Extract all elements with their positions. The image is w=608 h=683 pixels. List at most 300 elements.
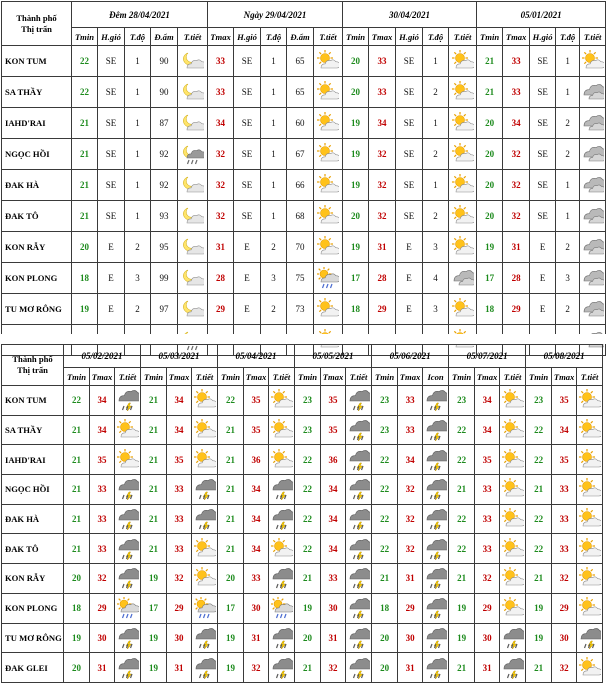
wind-level: 1: [261, 108, 287, 139]
tmax-value: 31: [503, 232, 530, 263]
wind-level: 1: [261, 201, 287, 232]
tmin-value: 20: [72, 232, 98, 263]
wind-direction: SE: [530, 139, 556, 170]
wind-direction: SE: [530, 108, 556, 139]
wind-level: 1: [423, 108, 449, 139]
tmin-value: 21: [141, 534, 167, 564]
wind-level: 2: [423, 201, 449, 232]
sun-cloud-icon: [314, 77, 343, 108]
tmin-value: 21: [372, 564, 398, 594]
humidity-value: 66: [287, 170, 314, 201]
storm-icon: [500, 623, 526, 653]
tmin-value: 20: [295, 623, 321, 653]
day-header: 05/02/2021: [64, 345, 141, 368]
tmin-value: 18: [343, 294, 369, 325]
wind-direction: SE: [396, 46, 423, 77]
tmin-value: 21: [295, 653, 321, 683]
tmax-value: 34: [244, 475, 269, 505]
storm-icon: [346, 475, 372, 505]
day-header: Ngày 29/04/2021: [208, 2, 343, 28]
wind-level: 1: [556, 46, 580, 77]
tmax-value: 35: [321, 415, 346, 445]
tmin-value: 23: [372, 415, 398, 445]
tmin-value: 23: [295, 386, 321, 416]
sun-cloud-icon: [577, 653, 603, 683]
table-row: [2, 46, 606, 77]
table-row: [2, 386, 603, 416]
table-row: [2, 445, 603, 475]
forecast-table-2: [1, 344, 603, 683]
day-header: 05/08/2021: [526, 345, 603, 368]
tmax-value: 34: [244, 534, 269, 564]
sun-cloud-icon: [577, 445, 603, 475]
humidity-value: 95: [151, 232, 178, 263]
tmax-value: 32: [552, 653, 577, 683]
tmax-value: 32: [503, 170, 530, 201]
wind-level: 1: [261, 77, 287, 108]
table-row: [2, 201, 606, 232]
storm-icon: [423, 415, 449, 445]
tmax-value: 30: [167, 623, 192, 653]
storm-icon: [115, 386, 141, 416]
storm-icon: [269, 653, 295, 683]
city-name: ĐAK GLEI: [2, 653, 64, 683]
column-header: Tmin: [477, 28, 503, 46]
tmin-value: 17: [343, 263, 369, 294]
tmin-value: 23: [295, 415, 321, 445]
sun-cloud-icon: [192, 445, 218, 475]
table-row: [2, 504, 603, 534]
storm-icon: [346, 564, 372, 594]
column-header: Tmax: [398, 368, 423, 386]
storm-icon: [346, 534, 372, 564]
tmax-value: 35: [475, 445, 500, 475]
sun-cloud-icon: [192, 534, 218, 564]
day-header: 05/06/2021: [372, 345, 449, 368]
tmin-value: 17: [141, 593, 167, 623]
storm-icon: [423, 445, 449, 475]
storm-icon: [500, 653, 526, 683]
table-row: [2, 475, 603, 505]
wind-level: 1: [261, 139, 287, 170]
tmin-value: 21: [141, 415, 167, 445]
wind-direction: E: [234, 232, 261, 263]
tmin-value: 23: [449, 386, 475, 416]
cloud-icon: [580, 77, 606, 108]
tmax-value: 33: [475, 504, 500, 534]
corner-line: Thị trấn: [17, 365, 48, 375]
tmin-value: 22: [526, 504, 552, 534]
tmax-value: 29: [503, 294, 530, 325]
sun-cloud-icon: [449, 46, 477, 77]
tmax-value: 32: [398, 504, 423, 534]
day-header: 05/07/2021: [449, 345, 526, 368]
tmax-value: 34: [321, 475, 346, 505]
column-header: Icon: [423, 368, 449, 386]
tmin-value: 19: [449, 593, 475, 623]
cloud-icon: [580, 201, 606, 232]
sun-cloud-icon: [577, 386, 603, 416]
column-header: Tmin: [526, 368, 552, 386]
storm-icon: [423, 504, 449, 534]
table-row: [2, 170, 606, 201]
tmax-value: 30: [475, 623, 500, 653]
tmax-value: 29: [369, 294, 396, 325]
tmax-value: 32: [552, 564, 577, 594]
day-header: 05/05/2021: [295, 345, 372, 368]
wind-level: 4: [423, 263, 449, 294]
city-name: IAHD'RAI: [2, 108, 72, 139]
column-header: Tmax: [552, 368, 577, 386]
city-name: KON TUM: [2, 386, 64, 416]
tmax-value: 33: [398, 386, 423, 416]
sun-cloud-icon: [500, 564, 526, 594]
wind-direction: SE: [234, 77, 261, 108]
night-cloud-icon: [178, 108, 208, 139]
tmax-value: 33: [552, 475, 577, 505]
sun-cloud-icon: [314, 46, 343, 77]
tmax-value: 34: [244, 504, 269, 534]
table-row: [2, 564, 603, 594]
sun-cloud-icon: [192, 386, 218, 416]
tmin-value: 21: [72, 139, 98, 170]
tmax-value: 32: [398, 534, 423, 564]
wind-direction: E: [396, 263, 423, 294]
column-header: Tmax: [208, 28, 234, 46]
tmin-value: 22: [526, 534, 552, 564]
wind-level: 3: [261, 263, 287, 294]
tmin-value: 20: [218, 564, 244, 594]
column-header: T.tiết: [449, 28, 477, 46]
tmax-value: 33: [552, 534, 577, 564]
day-header: 05/01/2021: [477, 2, 606, 28]
wind-direction: E: [530, 232, 556, 263]
humidity-value: 60: [287, 108, 314, 139]
tmin-value: 22: [372, 504, 398, 534]
tmin-value: 22: [72, 46, 98, 77]
sun-rain-icon: [269, 593, 295, 623]
tmax-value: 28: [208, 263, 234, 294]
tmin-value: 17: [477, 263, 503, 294]
wind-direction: SE: [98, 201, 125, 232]
day-header: 30/04/2021: [343, 2, 477, 28]
wind-level: 2: [423, 77, 449, 108]
tmax-value: 32: [167, 564, 192, 594]
column-header: Tmin: [372, 368, 398, 386]
storm-icon: [192, 475, 218, 505]
tmax-value: 34: [321, 504, 346, 534]
tmin-value: 19: [343, 232, 369, 263]
forecast-table-1: [1, 1, 606, 356]
wind-level: 3: [556, 263, 580, 294]
tmax-value: 35: [552, 445, 577, 475]
wind-direction: SE: [234, 139, 261, 170]
humidity-value: 70: [287, 232, 314, 263]
tmin-value: 22: [295, 445, 321, 475]
wind-level: 2: [556, 232, 580, 263]
tmin-value: 21: [64, 415, 90, 445]
wind-direction: SE: [98, 77, 125, 108]
humidity-value: 93: [151, 201, 178, 232]
column-header: Tmax: [475, 368, 500, 386]
tmin-value: 21: [449, 475, 475, 505]
column-header: Tmin: [141, 368, 167, 386]
storm-icon: [115, 564, 141, 594]
wind-level: 1: [125, 201, 151, 232]
tmin-value: 19: [343, 108, 369, 139]
sun-cloud-icon: [500, 504, 526, 534]
table-row: [2, 263, 606, 294]
tmin-value: 23: [526, 386, 552, 416]
table-row: [2, 593, 603, 623]
tmin-value: 21: [218, 534, 244, 564]
wind-direction: SE: [234, 201, 261, 232]
tmin-value: 19: [218, 653, 244, 683]
tmin-value: 19: [295, 593, 321, 623]
storm-icon: [192, 504, 218, 534]
wind-level: 1: [125, 46, 151, 77]
tmax-value: 36: [244, 445, 269, 475]
city-name: NGỌC HỒI: [2, 475, 64, 505]
tmax-value: 33: [90, 534, 115, 564]
cloud-icon: [580, 108, 606, 139]
tmin-value: 21: [218, 475, 244, 505]
sun-cloud-icon: [269, 386, 295, 416]
tmax-value: 34: [321, 534, 346, 564]
wind-level: 1: [556, 77, 580, 108]
tmax-value: 34: [503, 108, 530, 139]
column-header: T.tiết: [115, 368, 141, 386]
city-name: TU MƠ RÔNG: [2, 623, 64, 653]
city-name: KON TUM: [2, 46, 72, 77]
humidity-value: 75: [287, 263, 314, 294]
tmax-value: 33: [90, 504, 115, 534]
wind-direction: E: [530, 294, 556, 325]
wind-direction: SE: [234, 170, 261, 201]
city-name: IAHD'RAI: [2, 445, 64, 475]
wind-level: 1: [556, 170, 580, 201]
wind-level: 1: [556, 201, 580, 232]
tmax-value: 29: [167, 593, 192, 623]
tmin-value: 19: [526, 623, 552, 653]
sun-cloud-icon: [577, 415, 603, 445]
tmax-value: 35: [552, 386, 577, 416]
column-header: Tmin: [72, 28, 98, 46]
storm-icon: [192, 653, 218, 683]
tmin-value: 22: [526, 445, 552, 475]
tmax-value: 33: [167, 534, 192, 564]
wind-direction: SE: [530, 201, 556, 232]
tmin-value: 21: [141, 386, 167, 416]
column-header: H.gió: [98, 28, 125, 46]
city-name: TU MƠ RÔNG: [2, 294, 72, 325]
tmin-value: 22: [218, 386, 244, 416]
wind-direction: SE: [396, 108, 423, 139]
night-cloud-icon: [178, 201, 208, 232]
wind-direction: E: [396, 232, 423, 263]
storm-icon: [269, 504, 295, 534]
storm-icon: [423, 386, 449, 416]
tmax-value: 29: [475, 593, 500, 623]
tmin-value: 22: [526, 415, 552, 445]
tmax-value: 31: [369, 232, 396, 263]
tmax-value: 32: [398, 475, 423, 505]
column-header: T.tiết: [192, 368, 218, 386]
tmax-value: 31: [321, 623, 346, 653]
sun-cloud-icon: [115, 415, 141, 445]
tmax-value: 32: [90, 564, 115, 594]
tmin-value: 21: [526, 475, 552, 505]
column-header: T.độ: [125, 28, 151, 46]
wind-direction: E: [234, 263, 261, 294]
tmax-value: 33: [503, 46, 530, 77]
tmax-value: 33: [321, 564, 346, 594]
night-cloud-icon: [178, 232, 208, 263]
wind-level: 3: [125, 263, 151, 294]
column-header: Tmax: [321, 368, 346, 386]
storm-icon: [115, 504, 141, 534]
tmin-value: 18: [72, 263, 98, 294]
wind-direction: SE: [530, 77, 556, 108]
tmin-value: 19: [343, 139, 369, 170]
tmin-value: 20: [477, 170, 503, 201]
humidity-value: 73: [287, 294, 314, 325]
tmin-value: 21: [477, 77, 503, 108]
storm-icon: [346, 504, 372, 534]
tmin-value: 23: [372, 386, 398, 416]
humidity-value: 90: [151, 46, 178, 77]
tmin-value: 20: [477, 139, 503, 170]
table-row: [2, 415, 603, 445]
tmin-value: 21: [526, 564, 552, 594]
sun-cloud-icon: [500, 386, 526, 416]
cloud-icon: [580, 170, 606, 201]
tmin-value: 22: [295, 504, 321, 534]
tmax-value: 31: [90, 653, 115, 683]
column-header: Tmin: [64, 368, 90, 386]
tmin-value: 21: [218, 445, 244, 475]
wind-direction: SE: [396, 139, 423, 170]
storm-icon: [115, 653, 141, 683]
tmin-value: 22: [372, 534, 398, 564]
tmax-value: 30: [244, 593, 269, 623]
sun-cloud-icon: [449, 108, 477, 139]
column-header: H.gió: [530, 28, 556, 46]
storm-icon: [269, 564, 295, 594]
humidity-value: 87: [151, 108, 178, 139]
wind-level: 1: [125, 139, 151, 170]
table-row: [2, 232, 606, 263]
humidity-value: 92: [151, 139, 178, 170]
sun-cloud-icon: [192, 564, 218, 594]
wind-level: 2: [556, 108, 580, 139]
tmax-value: 32: [244, 653, 269, 683]
tmin-value: 22: [64, 386, 90, 416]
wind-direction: SE: [234, 108, 261, 139]
tmin-value: 21: [295, 564, 321, 594]
storm-icon: [423, 623, 449, 653]
day-header: Đêm 28/04/2021: [72, 2, 208, 28]
storm-icon: [269, 475, 295, 505]
storm-icon: [346, 445, 372, 475]
tmin-value: 22: [372, 445, 398, 475]
city-name: ĐAK TÔ: [2, 534, 64, 564]
table-gap: [0, 334, 608, 344]
tmax-value: 32: [475, 564, 500, 594]
column-header: T.tiết: [346, 368, 372, 386]
tmax-value: 31: [398, 564, 423, 594]
night-rain-icon: [178, 139, 208, 170]
wind-level: 1: [261, 46, 287, 77]
tmin-value: 22: [372, 475, 398, 505]
sun-cloud-icon: [314, 294, 343, 325]
humidity-value: 92: [151, 170, 178, 201]
tmin-value: 21: [141, 445, 167, 475]
tmax-value: 34: [167, 415, 192, 445]
column-header: Tmax: [244, 368, 269, 386]
table-row: [2, 139, 606, 170]
tmin-value: 21: [72, 170, 98, 201]
tmin-value: 20: [372, 653, 398, 683]
city-name: ĐAK HÀ: [2, 504, 64, 534]
night-cloud-icon: [178, 77, 208, 108]
storm-icon: [423, 653, 449, 683]
column-header: T.độ: [261, 28, 287, 46]
storm-icon: [346, 653, 372, 683]
tmax-value: 34: [90, 386, 115, 416]
column-header: T.tiết: [269, 368, 295, 386]
tmin-value: 21: [64, 504, 90, 534]
tmin-value: 18: [477, 294, 503, 325]
tmin-value: 19: [141, 653, 167, 683]
day-header: 05/03/2021: [141, 345, 218, 368]
table-row: [2, 653, 603, 683]
tmax-value: 35: [244, 386, 269, 416]
sun-cloud-icon: [449, 294, 477, 325]
night-cloud-icon: [178, 294, 208, 325]
tmax-value: 34: [475, 415, 500, 445]
tmin-value: 20: [343, 46, 369, 77]
tmax-value: 35: [244, 415, 269, 445]
wind-direction: E: [98, 294, 125, 325]
tmax-value: 33: [167, 475, 192, 505]
tmin-value: 21: [218, 504, 244, 534]
column-header: Tmax: [369, 28, 396, 46]
tmax-value: 33: [244, 564, 269, 594]
sun-cloud-icon: [269, 445, 295, 475]
wind-level: 2: [261, 232, 287, 263]
tmin-value: 19: [477, 232, 503, 263]
humidity-value: 97: [151, 294, 178, 325]
column-header: Tmin: [295, 368, 321, 386]
tmax-value: 35: [167, 445, 192, 475]
storm-icon: [346, 623, 372, 653]
city-name: KON RẪY: [2, 232, 72, 263]
sun-cloud-icon: [500, 534, 526, 564]
corner-line: Thành phố: [16, 12, 57, 23]
city-name: KON PLONG: [2, 263, 72, 294]
column-header: T.tiết: [178, 28, 208, 46]
wind-level: 1: [423, 170, 449, 201]
tmax-value: 33: [208, 77, 234, 108]
wind-direction: E: [98, 232, 125, 263]
column-header: Tmax: [167, 368, 192, 386]
storm-icon: [346, 386, 372, 416]
tmin-value: 21: [64, 475, 90, 505]
tmax-value: 32: [208, 201, 234, 232]
tmax-value: 32: [369, 139, 396, 170]
tmin-value: 21: [141, 475, 167, 505]
